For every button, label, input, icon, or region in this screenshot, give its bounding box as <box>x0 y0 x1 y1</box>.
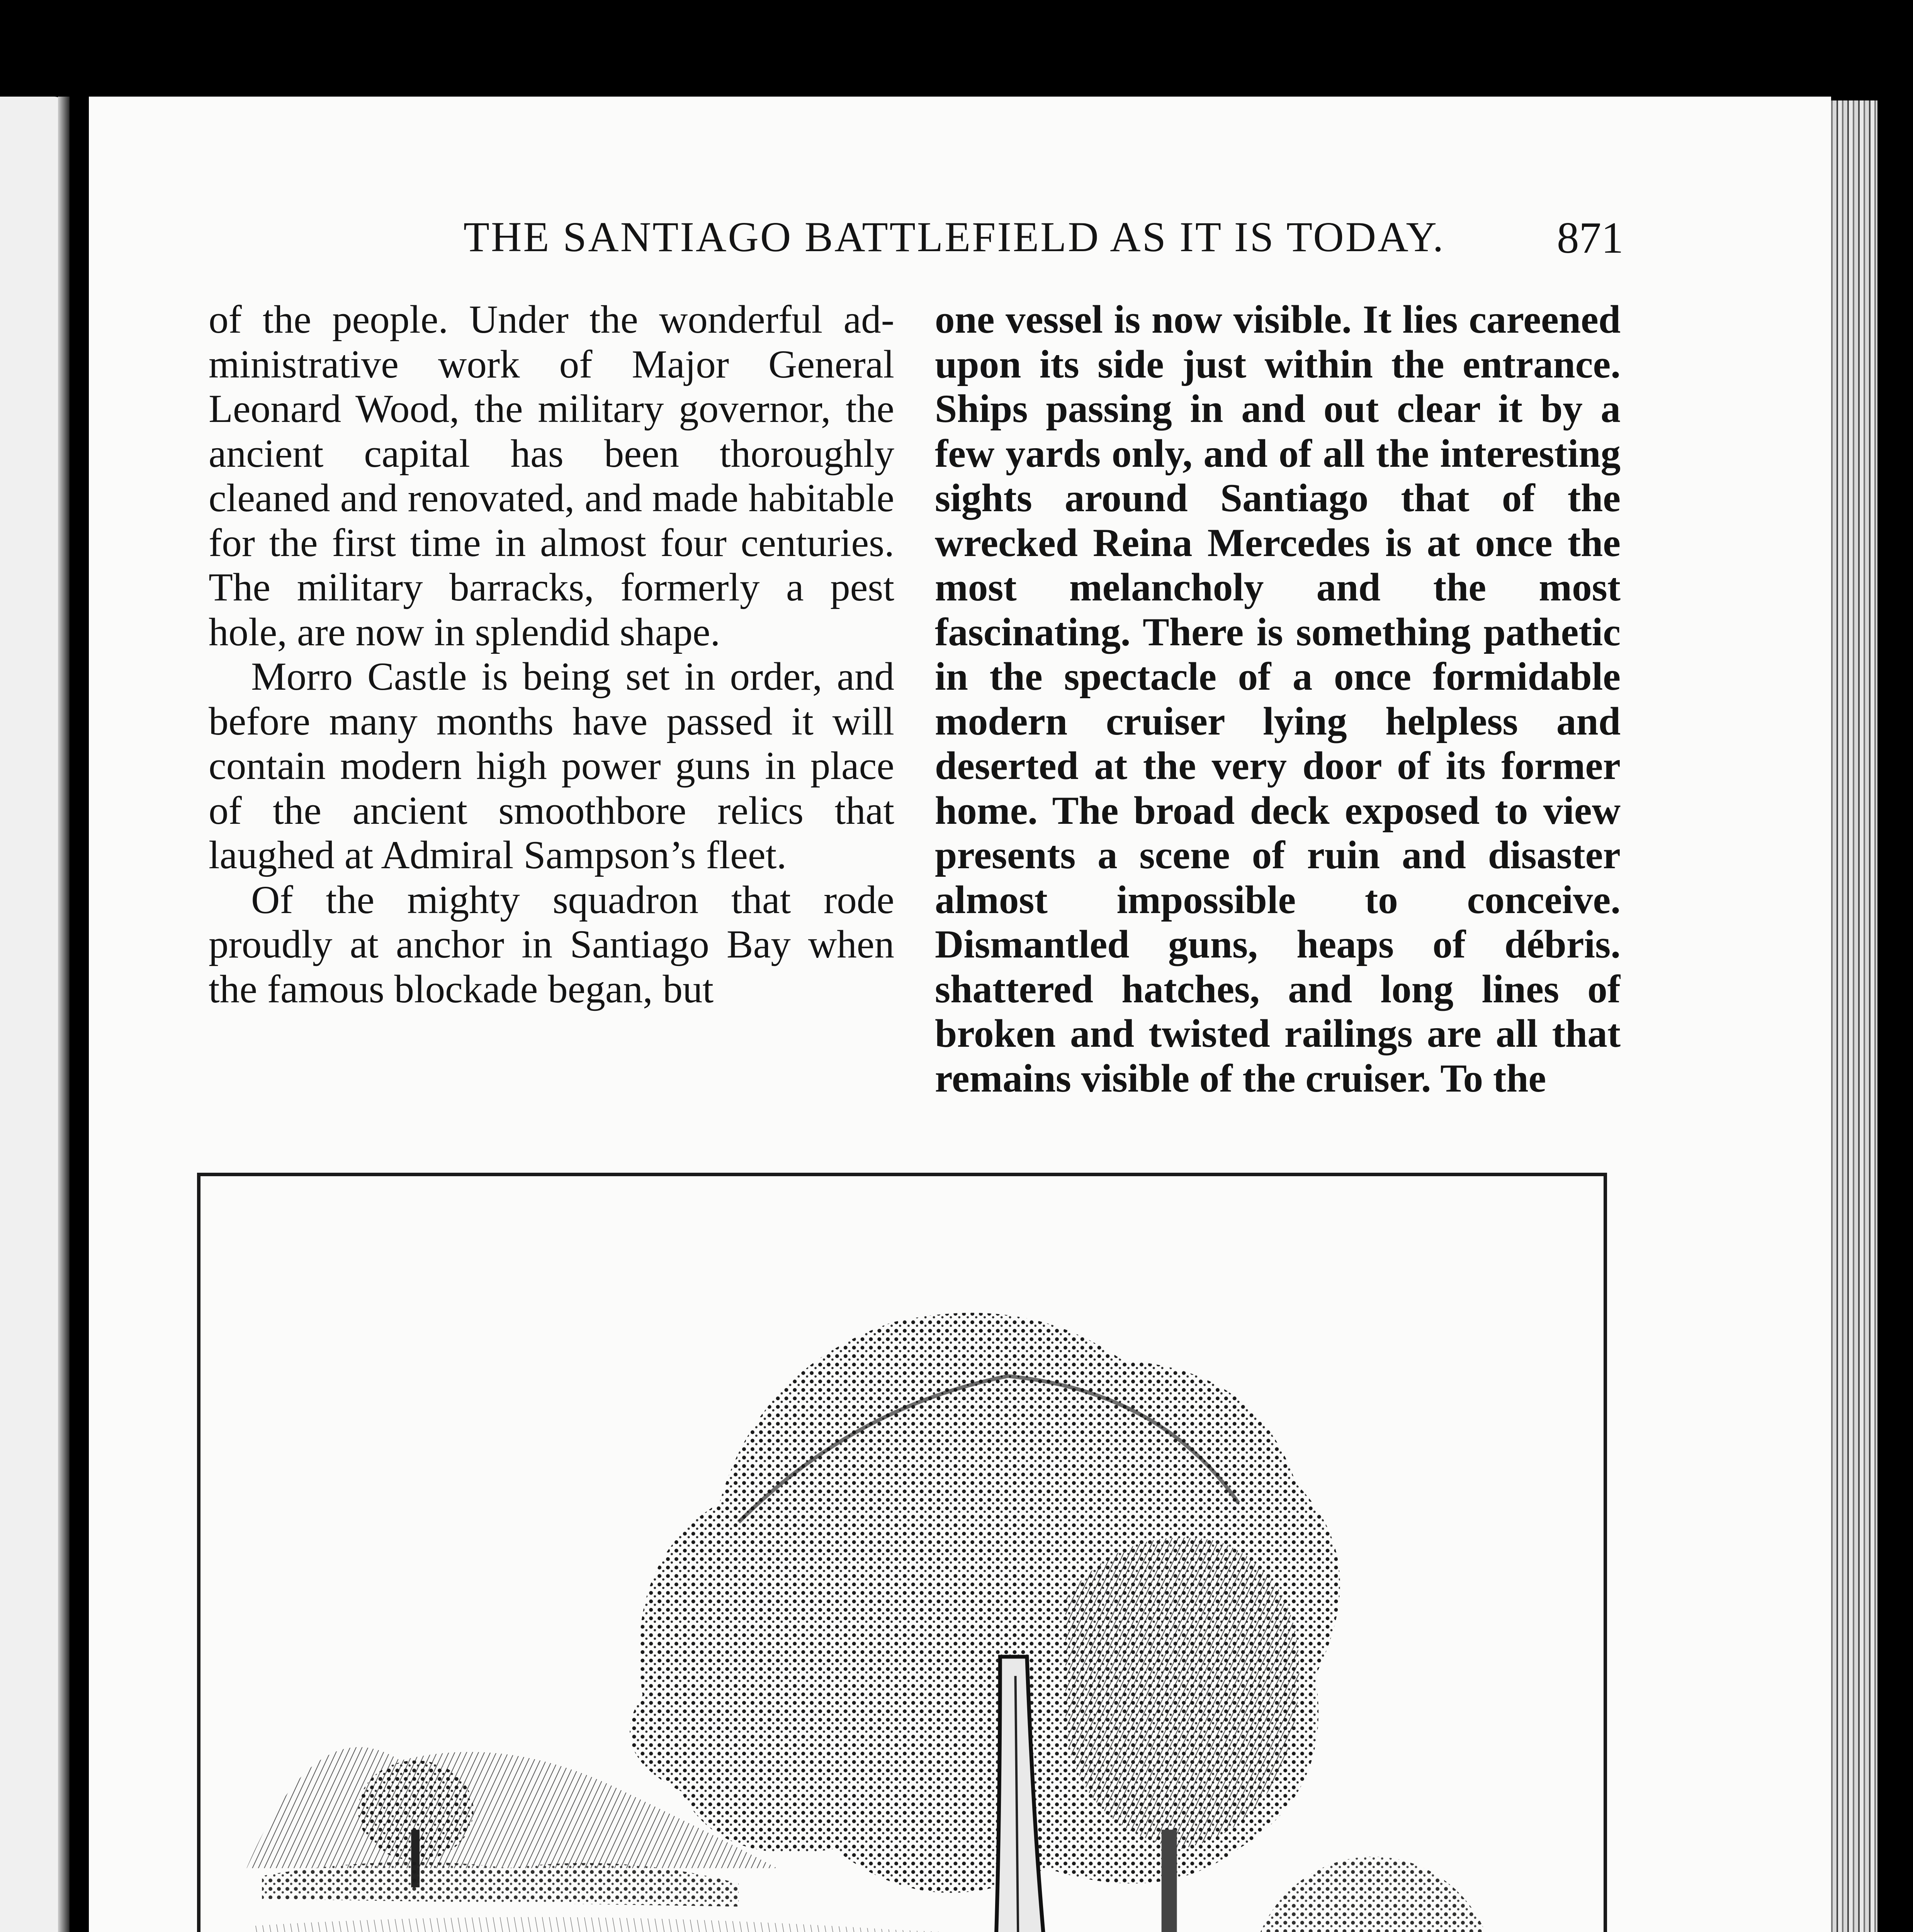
book-gutter-shadow <box>58 97 70 1932</box>
text-column-left <box>209 298 894 1256</box>
paragraph: one vessel is now visible. It lies careened upon its side just within the entrance. Ships passing in and out clear it by a few yards only, and of all the interesting sights around Santiago that of the wrecked Reina Mercedes is at once the most melancholy and the most fascinating. There is something pathetic in the spectacle of a once formidable modern cruiser lying helpless and deserted at the very door of its former home. The broad deck exposed to view presents a scene of ruin and disaster almost impossible to conceive. Dismantled guns, heaps of débris. shattered hatches, and long lines of broken and twisted railings are all that remains visible of the cruiser. To the <box>935 298 1621 1100</box>
paragraph: of the people. Under the wonderful administrative work of Major General Leonard Wood, the military governor, the ancient capital has been thoroughly cleaned and renovated, and made habitable for the first time in almost four centuries. The military barracks, formerly a pest hole, are now in splendid shape. <box>209 298 894 654</box>
right-bush <box>1250 1857 1496 1932</box>
page-number: 871 <box>1557 213 1624 262</box>
engraving-drawing <box>200 1176 1604 1932</box>
page-stack-edges <box>1827 100 1877 1932</box>
text-column-right <box>935 298 1621 1256</box>
surrender-tree-illustration <box>197 1173 1607 1932</box>
paragraph: Morro Castle is being set in order, and before many months have passed it will contain modern high power guns in place of the ancient smoothbore relics that laughed at Admiral Sampson’s fleet. <box>209 655 894 877</box>
paragraph: Of the mighty squadron that rode proudly at anchor in Santiago Bay when the famous blockade began, but <box>209 878 894 1011</box>
running-title: THE SANTIAGO BATTLEFIELD AS IT IS TODAY. <box>463 213 1445 260</box>
book-page <box>89 97 1831 1932</box>
adjacent-page-edge <box>0 97 66 1932</box>
tree-line <box>262 1862 739 1906</box>
